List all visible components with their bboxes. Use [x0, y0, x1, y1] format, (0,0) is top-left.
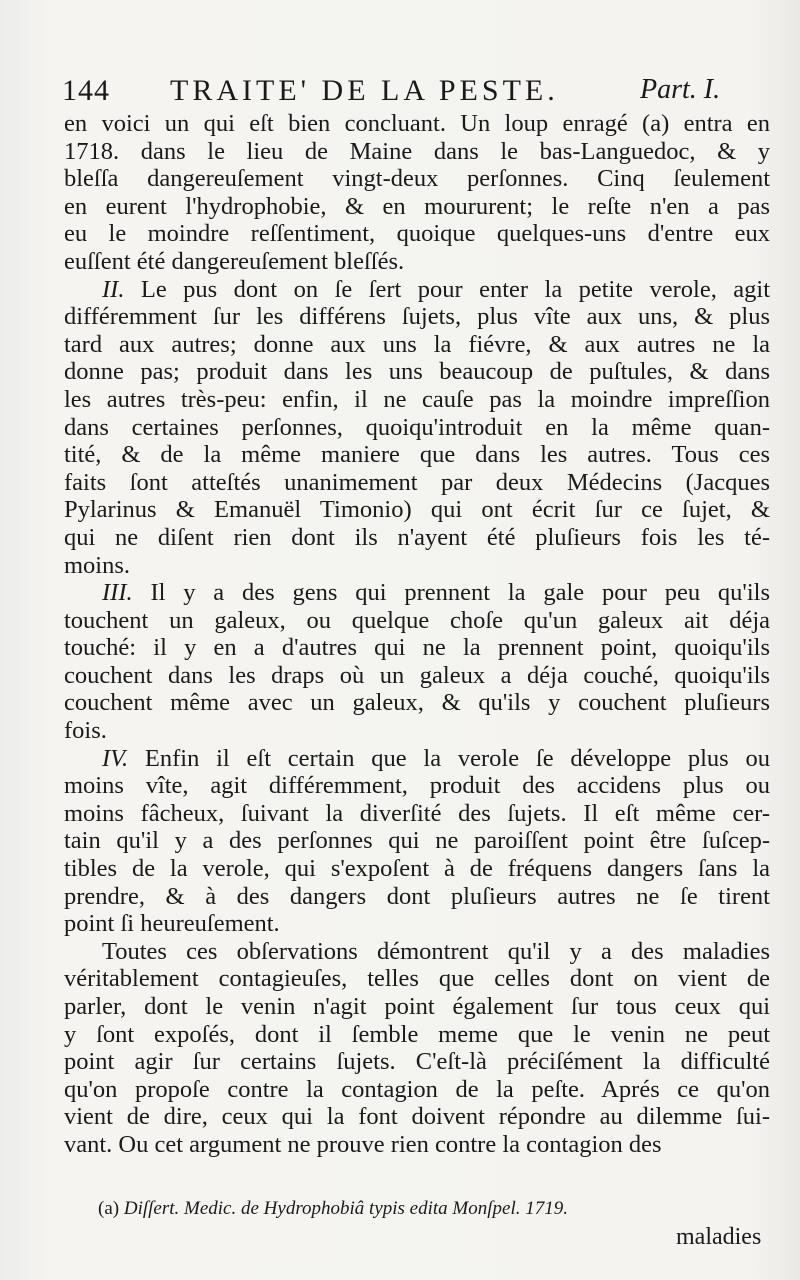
text-line — [64, 524, 770, 552]
line-text: qu'on propoſe contre la contagion de la peſte. Aprés ce qu'on — [64, 1075, 770, 1103]
line-text: dans certaines perſonnes, quoiqu'introduit en la même quan- — [64, 413, 770, 441]
line-text: tibles de la verole, qui s'expoſent à de fréquens dangers ſans la — [64, 855, 770, 883]
text-line — [64, 1103, 770, 1131]
line-text: les autres très-peu: enfin, il ne cauſe pas la moindre impreſſion — [64, 385, 770, 413]
text-line — [64, 883, 770, 911]
line-text: qui ne diſent rien dont ils n'ayent été pluſieurs fois les té- — [64, 523, 770, 551]
text-line — [64, 993, 770, 1021]
text-line — [64, 193, 770, 221]
text-line — [64, 469, 770, 497]
text-line — [64, 248, 770, 276]
paragraph-p3 — [64, 579, 770, 745]
text-line — [64, 1048, 770, 1076]
line-text: véritablement contagieuſes, telles que celles dont on vient de — [64, 965, 770, 993]
text-line — [64, 827, 770, 855]
text-line — [64, 110, 770, 138]
line-text: point agir ſur certains ſujets. C'eſt-là préciſément la difficulté — [64, 1048, 770, 1076]
line-text: 1718. dans le lieu de Maine dans le bas-Languedoc, & y — [64, 137, 770, 165]
running-title: TRAITE' DE LA PESTE. — [170, 74, 559, 107]
line-text: prendre, & à des dangers dont pluſieurs autres ne ſe tirent — [64, 882, 770, 910]
line-text: Toutes ces obſervations démontrent qu'il y a des maladies — [102, 937, 770, 965]
text-line — [64, 441, 770, 469]
text-line — [64, 772, 770, 800]
text-line — [64, 358, 770, 386]
line-text: couchent même avec un galeux, & qu'ils y couchent pluſieurs — [64, 689, 770, 717]
line-text: moins fâcheux, ſuivant la diverſité des ſujets. Il eſt même cer- — [64, 799, 770, 827]
footnote-text: Diſſert. Medic. de Hydrophobiâ typis edita Monſpel. 1719. — [123, 1198, 568, 1219]
text-line — [64, 607, 770, 635]
line-text: Enfin il eſt certain que la verole ſe développe plus ou — [144, 744, 770, 772]
section-numeral: II. — [102, 275, 125, 303]
line-text: euſſent été dangereuſement bleſſés. — [64, 247, 405, 275]
line-text: moins. — [64, 551, 131, 579]
line-text: eu le moindre reſſentiment, quoique quelques-uns d'entre eux — [64, 220, 770, 248]
text-line — [64, 414, 770, 442]
footnote — [98, 1198, 568, 1220]
text-line — [64, 745, 770, 773]
text-line — [64, 1076, 770, 1104]
text-line — [64, 496, 770, 524]
line-text: parler, dont le venin n'agit point également ſur tous ceux qui — [64, 993, 770, 1020]
text-line — [64, 138, 770, 166]
line-text: Le pus dont on ſe ſert pour enter la petite verole, agit — [140, 275, 770, 303]
line-text: moins vîte, agit différemment, produit des accidens plus ou — [64, 772, 770, 800]
line-text: en eurent l'hydrophobie, & en moururent; le reſte n'en a pas — [64, 192, 770, 220]
running-part: Part. I. — [640, 74, 721, 105]
text-line — [64, 165, 770, 193]
paragraph-p1 — [64, 110, 770, 276]
text-line — [64, 303, 770, 331]
paragraph-p4 — [64, 745, 770, 938]
text-line — [64, 386, 770, 414]
line-text: en voici un qui eſt bien concluant. Un loup enragé (a) entra en — [64, 110, 770, 137]
line-text: touchent un galeux, ou quelque choſe qu'un galeux ait déja — [64, 606, 770, 634]
catchword: maladies — [676, 1224, 762, 1250]
text-line — [64, 634, 770, 662]
text-line — [64, 1021, 770, 1049]
section-numeral: III. — [102, 579, 133, 607]
line-text: tain qu'il y a des perſonnes qui ne paroiſſent point être ſuſcep- — [64, 827, 770, 855]
paragraph-p5 — [64, 938, 770, 1159]
line-text: tard aux autres; donne aux uns la fiévre, & aux autres ne la — [64, 330, 770, 358]
text-line — [64, 938, 770, 966]
text-line — [64, 220, 770, 248]
text-line — [64, 276, 770, 304]
line-text: couchent dans les draps où un galeux a déja couché, quoiqu'ils — [64, 661, 770, 689]
paragraph-p2 — [64, 276, 770, 580]
section-numeral: IV. — [102, 744, 129, 772]
line-text: point ſi heureuſement. — [64, 910, 280, 938]
text-line — [64, 1131, 770, 1159]
running-head — [62, 74, 770, 114]
text-line — [64, 800, 770, 828]
text-line — [64, 579, 770, 607]
text-line — [64, 689, 770, 717]
footnote-mark: (a) — [98, 1198, 120, 1219]
line-text: vant. Ou cet argument ne prouve rien contre la contagion des — [64, 1130, 662, 1158]
line-text: bleſſa dangereuſement vingt-deux perſonnes. Cinq ſeulement — [64, 165, 770, 193]
line-text: tité, & de la même maniere que dans les autres. Tous ces — [64, 441, 770, 469]
text-line — [64, 552, 770, 580]
text-line — [64, 717, 770, 745]
line-text: Pylarinus & Emanuël Timonio) qui ont écrit ſur ce ſujet, & — [64, 496, 770, 524]
line-text: y ſont expoſés, dont il ſemble meme que le venin ne peut — [64, 1020, 770, 1048]
line-text: fois. — [64, 717, 107, 745]
text-line — [64, 331, 770, 359]
text-line — [64, 662, 770, 690]
text-line — [64, 910, 770, 938]
main-text — [64, 110, 770, 1159]
text-line — [64, 855, 770, 883]
text-line — [64, 965, 770, 993]
line-text: donne pas; produit dans les uns beaucoup de puſtules, & dans — [64, 358, 770, 386]
page-number: 144 — [62, 74, 110, 107]
line-text: touché: il y en a d'autres qui ne la prennent point, quoiqu'ils — [64, 634, 770, 662]
line-text: Il y a des gens qui prennent la gale pour peu qu'ils — [150, 579, 770, 607]
line-text: différemment ſur les différens ſujets, plus vîte aux uns, & plus — [64, 303, 770, 331]
line-text: vient de dire, ceux qui la font doivent répondre au dilemme ſui- — [64, 1103, 770, 1131]
line-text: faits ſont atteſtés unanimement par deux Médecins (Jacques — [64, 468, 770, 496]
